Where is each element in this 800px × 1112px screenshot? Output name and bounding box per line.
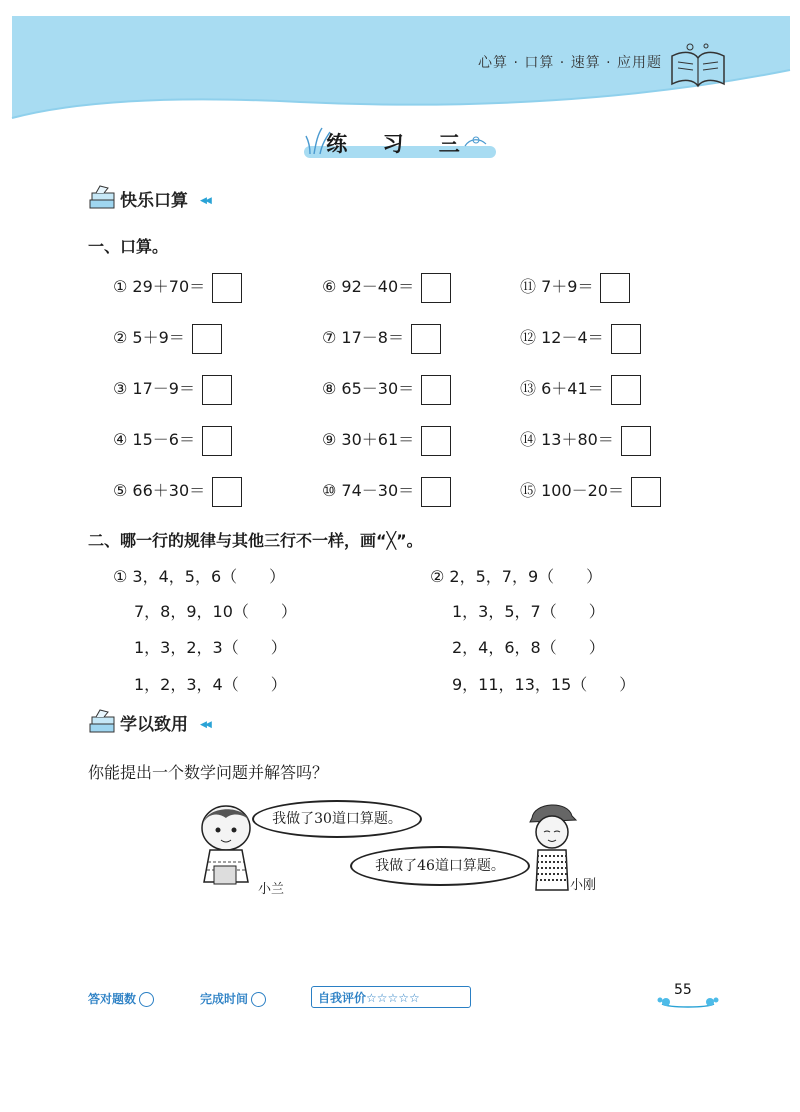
speech-bubble-text: 我做了30道口算题。 xyxy=(272,811,402,827)
application-prompt: 你能提出一个数学问题并解答吗？ xyxy=(88,763,329,782)
calc-item: ⑨ 30＋61＝ xyxy=(322,425,451,455)
books-icon xyxy=(88,708,118,736)
correct-count-label: 答对题数 xyxy=(88,990,154,1007)
answer-box[interactable] xyxy=(202,426,232,456)
calc-item: ② 5＋9＝ xyxy=(113,323,222,353)
section-arrow-icon: ◀◀ xyxy=(200,196,210,206)
self-evaluation-box[interactable]: 自我评价☆☆☆☆☆ xyxy=(311,986,471,1008)
speech-bubble-girl xyxy=(252,800,422,838)
calc-item: ⑮ 100－20＝ xyxy=(520,476,661,506)
calc-item: ⑪ 7＋9＝ xyxy=(520,272,630,302)
answer-box[interactable] xyxy=(212,273,242,303)
answer-box[interactable] xyxy=(421,477,451,507)
calc-item: ③ 17－9＝ xyxy=(113,374,232,404)
answer-box[interactable] xyxy=(421,273,451,303)
boy-name: 小刚 xyxy=(570,878,597,893)
sequence-row[interactable]: 1，3，2，3（ ） xyxy=(134,638,287,657)
smiley-icon xyxy=(139,992,154,1007)
sequence-row[interactable]: 9，11，13，15（ ） xyxy=(452,675,636,694)
answer-box[interactable] xyxy=(192,324,222,354)
books-icon xyxy=(88,184,118,212)
calc-item: ⑧ 65－30＝ xyxy=(322,374,451,404)
exercise-title-banner xyxy=(300,124,500,158)
calc-item: ⑭ 13＋80＝ xyxy=(520,425,651,455)
sequence-row[interactable]: 1，2，3，4（ ） xyxy=(134,675,287,694)
answer-box[interactable] xyxy=(621,426,651,456)
calc-item: ⑩ 74－30＝ xyxy=(322,476,451,506)
section-heading-mental-math xyxy=(88,184,228,214)
page-number: 55 xyxy=(674,982,692,998)
smiley-icon xyxy=(251,992,266,1007)
calc-item: ⑤ 66＋30＝ xyxy=(113,476,242,506)
answer-box[interactable] xyxy=(202,375,232,405)
answer-box[interactable] xyxy=(600,273,630,303)
section-heading-application xyxy=(88,708,228,738)
calc-item: ⑬ 6＋41＝ xyxy=(520,374,641,404)
sequence-row[interactable]: 7，8，9，10（ ） xyxy=(134,602,297,621)
speech-bubble-text: 我做了46道口算题。 xyxy=(375,858,505,874)
answer-box[interactable] xyxy=(631,477,661,507)
sequence-row[interactable]: 2，4，6，8（ ） xyxy=(452,638,605,657)
answer-box[interactable] xyxy=(411,324,441,354)
answer-box[interactable] xyxy=(611,324,641,354)
girl-name: 小兰 xyxy=(258,882,285,897)
answer-box[interactable] xyxy=(421,375,451,405)
answer-box[interactable] xyxy=(611,375,641,405)
calc-item: ① 29＋70＝ xyxy=(113,272,242,302)
section-arrow-icon: ◀◀ xyxy=(200,720,210,730)
open-book-icon xyxy=(668,42,728,90)
answer-box[interactable] xyxy=(212,477,242,507)
answer-box[interactable] xyxy=(421,426,451,456)
exercise-title: 练 习 三 xyxy=(326,132,474,156)
calc-item: ⑥ 92－40＝ xyxy=(322,272,451,302)
question-2-title: 二、哪一行的规律与其他三行不一样，画“╳”。 xyxy=(88,531,423,550)
time-used-label: 完成时间 xyxy=(200,990,266,1007)
speech-bubble-boy xyxy=(350,846,530,886)
section-heading-label: 快乐口算 xyxy=(120,191,188,211)
calc-item: ④ 15－6＝ xyxy=(113,425,232,455)
series-title: 心算 · 口算 · 速算 · 应用题 xyxy=(478,55,663,71)
calc-item: ⑦ 17－8＝ xyxy=(322,323,441,353)
calc-item: ⑫ 12－4＝ xyxy=(520,323,641,353)
question-1-title: 一、口算。 xyxy=(88,237,169,256)
section-heading-label: 学以致用 xyxy=(120,715,188,735)
sequence-row[interactable]: 1，3，5，7（ ） xyxy=(452,602,605,621)
sequence-row[interactable]: ① 3，4，5，6（ ） xyxy=(113,567,286,586)
sequence-row[interactable]: ② 2，5，7，9（ ） xyxy=(430,567,603,586)
